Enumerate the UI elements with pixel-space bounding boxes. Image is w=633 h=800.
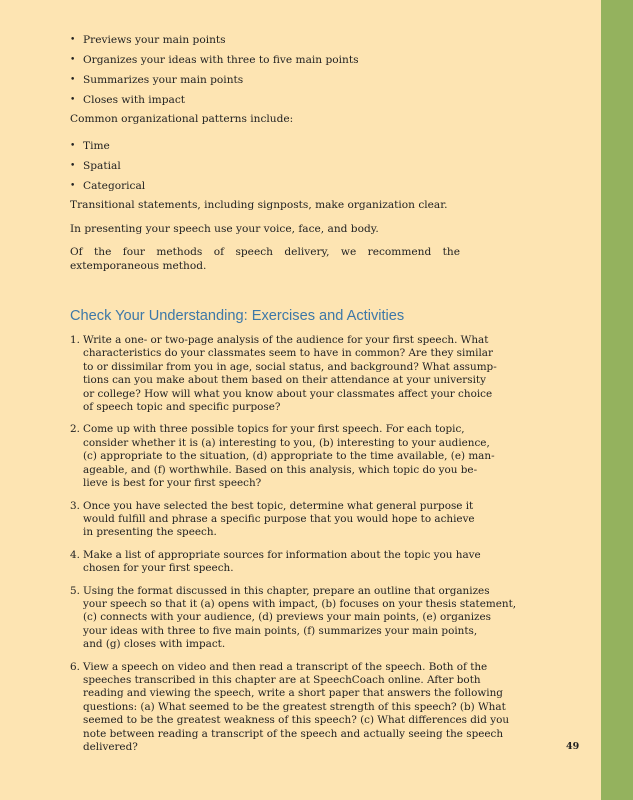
- exercise-line: Come up with three possible topics for your first speech. For each topic,: [83, 423, 465, 436]
- list-item: • Spatial: [70, 159, 460, 173]
- exercise-item: [70, 499, 475, 540]
- paragraph-presenting: In presenting your speech use your voice, face, and body.: [70, 222, 379, 235]
- list-item: • Categorical: [70, 179, 460, 193]
- exercise-line: speeches transcribed in this chapter are at SpeechCoach online. After both: [83, 673, 481, 686]
- page-content: [70, 33, 517, 763]
- page-number: 49: [566, 741, 580, 752]
- exercise-line: or college? How will what you know about your classmates affect your choice: [83, 387, 493, 400]
- exercise-line: in presenting the speech.: [83, 526, 217, 539]
- exercise-line: questions: (a) What seemed to be the greatest strength of this speech? (b) What: [83, 700, 506, 713]
- patterns-intro: Common organizational patterns include:: [70, 113, 294, 125]
- exercise-line: to or dissimilar from you in age, social status, and background? What assump-: [83, 360, 497, 373]
- patterns-list: [70, 139, 460, 193]
- exercise-line: your speech so that it (a) opens with impact, (b) focuses on your thesis statement,: [83, 597, 517, 610]
- exercise-item: [70, 423, 495, 490]
- list-item: • Summarizes your main points: [70, 73, 460, 87]
- paragraph-transitional: Transitional statements, including signposts, make organization clear.: [70, 199, 448, 212]
- exercise-line: Write a one- or two-page analysis of the audience for your first speech. What: [83, 334, 489, 347]
- exercise-line: would fulfill and phrase a specific purpose that you would hope to achieve: [83, 512, 475, 525]
- exercise-line: delivered?: [83, 741, 138, 753]
- exercise-number: 1.: [70, 334, 80, 347]
- list-item: • Organizes your ideas with three to five main points: [70, 53, 460, 67]
- exercise-line: Using the format discussed in this chapter, prepare an outline that organizes: [83, 584, 490, 597]
- exercise-line: tions can you make about them based on their attendance at your university: [83, 374, 486, 387]
- exercise-number: 2.: [70, 423, 80, 436]
- exercise-line: and (g) closes with impact.: [83, 638, 226, 651]
- page-side-bar: [601, 0, 633, 800]
- exercise-line: (c) connects with your audience, (d) previews your main points, (e) organizes: [83, 611, 492, 624]
- section-heading: Check Your Understanding: Exercises and Activities: [70, 308, 405, 325]
- exercise-line: consider whether it is (a) interesting to you, (b) interesting to your audience,: [83, 436, 490, 449]
- exercise-line: ageable, and (f) worthwhile. Based on this analysis, which topic do you be-: [83, 463, 478, 476]
- paragraph-methods: Of the four methods of speech delivery, we recommend the extemporaneous method.: [70, 246, 460, 272]
- exercise-item: [70, 660, 510, 755]
- exercise-line: characteristics do your classmates seem to have in common? Are they similar: [83, 347, 493, 360]
- exercise-item: [70, 548, 481, 576]
- exercise-line: reading and viewing the speech, write a short paper that answers the following: [83, 687, 503, 700]
- exercise-line: (c) appropriate to the situation, (d) appropriate to the time available, (e) man-: [83, 450, 495, 463]
- exercise-line: Once you have selected the best topic, determine what general purpose it: [83, 499, 474, 512]
- exercise-line: seemed to be the greatest weakness of this speech? (c) What differences did you: [83, 714, 510, 727]
- exercise-number: 5.: [70, 584, 80, 597]
- exercise-number: 4.: [70, 548, 80, 561]
- exercise-number: 3.: [70, 499, 80, 512]
- exercise-line: note between reading a transcript of the speech and actually seeing the speech: [83, 727, 504, 740]
- exercise-list: [70, 334, 517, 754]
- exercise-item: [70, 334, 497, 414]
- main-points-list: [70, 33, 460, 107]
- exercise-line: lieve is best for your first speech?: [83, 477, 262, 490]
- list-item: • Time: [70, 139, 460, 153]
- exercise-line: View a speech on video and then read a transcript of the speech. Both of the: [83, 660, 488, 673]
- exercise-line: chosen for your first speech.: [83, 562, 234, 575]
- list-item: • Closes with impact: [70, 93, 460, 107]
- exercise-item: [70, 584, 517, 652]
- exercise-line: of speech topic and specific purpose?: [83, 401, 281, 414]
- exercise-line: Make a list of appropriate sources for information about the topic you have: [83, 548, 481, 561]
- exercise-line: your ideas with three to five main points, (f) summarizes your main points,: [83, 624, 478, 637]
- exercise-number: 6.: [70, 660, 80, 673]
- list-item: • Previews your main points: [70, 33, 460, 47]
